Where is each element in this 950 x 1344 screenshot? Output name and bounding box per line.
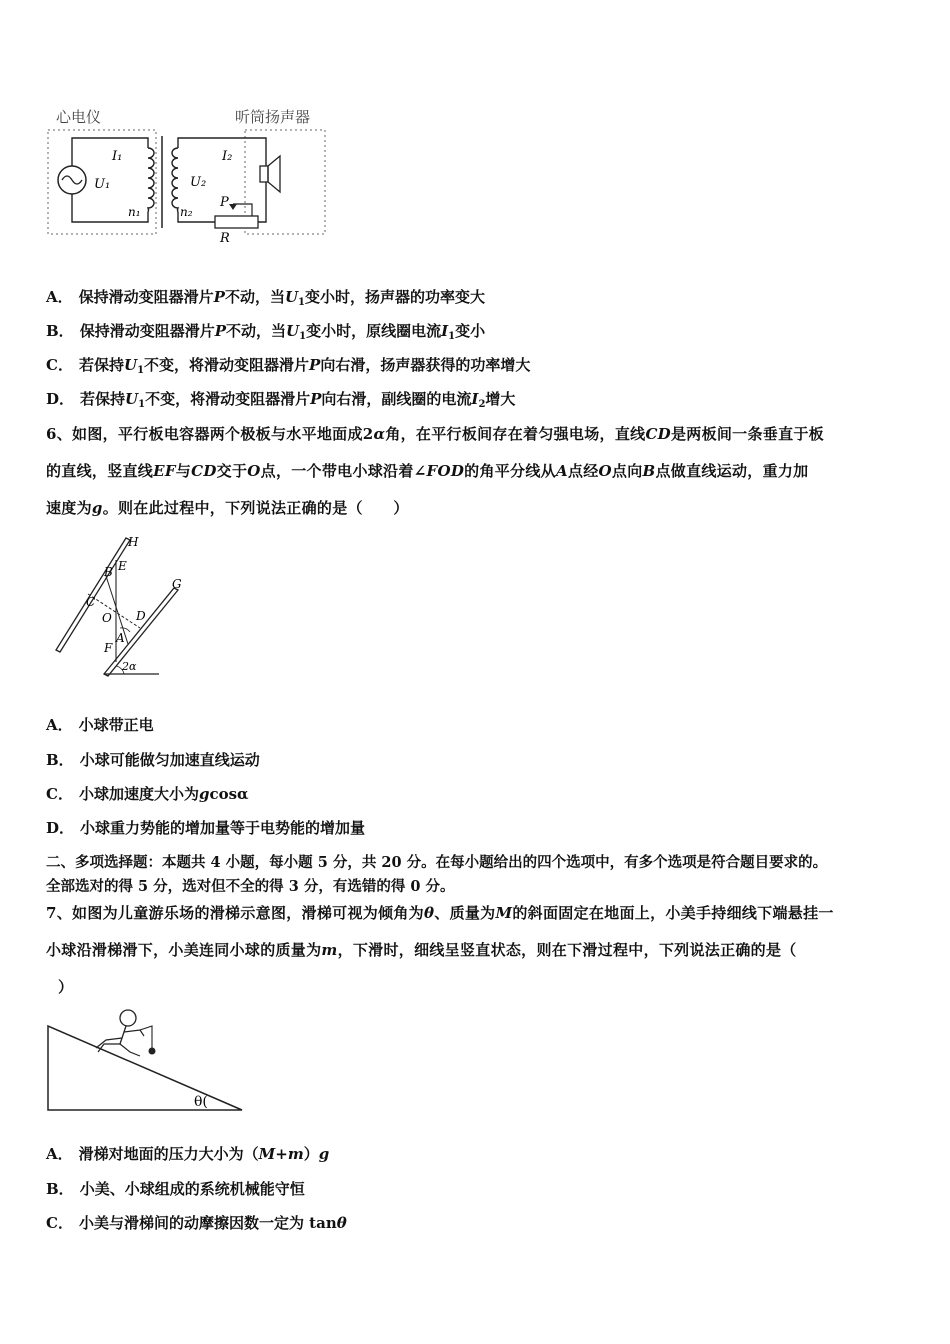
text: cosα [209, 785, 249, 803]
fig1-P: P [220, 195, 229, 210]
option-label: A． [46, 716, 73, 734]
text: 向右滑，扬声器获得的功率增大 [320, 356, 531, 374]
fig2-B: B [104, 565, 113, 579]
text: 保持滑动变阻器滑片 [79, 322, 215, 340]
text: 角，在平行板间存在着匀强电场，直线 [385, 425, 646, 443]
text: 点，一个带电小球沿着∠ [260, 462, 427, 480]
q6-option-c [46, 783, 249, 804]
text: 滑梯对地面的压力大小为（ [78, 1145, 259, 1163]
fig1-U1: U₁ [94, 177, 111, 192]
var: U [125, 390, 139, 408]
fig2-H: H [128, 535, 139, 549]
text: 点做直线运动，重力加 [655, 462, 809, 480]
text: 若保持 [78, 356, 124, 374]
text: 变小时，扬声器的功率变大 [305, 288, 486, 306]
section2-line1: 二、多项选择题：本题共 4 小题，每小题 5 分，共 20 分。在每小题给出的四个选项中，有多个选项是符合题目要求的。 [46, 854, 828, 871]
var: P [310, 390, 322, 408]
text: 交于 [216, 462, 248, 480]
text: 小美、小球组成的系统机械能守恒 [79, 1180, 305, 1198]
fig2-C: C [86, 595, 96, 609]
text: 向右滑，副线圈的电流 [321, 390, 472, 408]
var: m [287, 1145, 304, 1163]
q5-option-a [46, 286, 485, 308]
text: 与 [175, 462, 192, 480]
text: 小球可能做匀加速直线运动 [79, 751, 260, 769]
option-label: D． [46, 819, 75, 837]
q5-option-b [46, 320, 485, 342]
transformer-circuit-figure [40, 100, 330, 250]
subscript: 1 [138, 399, 146, 410]
var: CD [645, 425, 671, 443]
text: 变小 [455, 322, 486, 340]
text: 的斜面固定在地面上，小美手持细线下端悬挂一 [512, 904, 834, 922]
q7-option-c [46, 1212, 347, 1233]
option-label: A． [46, 288, 73, 306]
fig2-G: G [172, 577, 182, 591]
var: O [247, 462, 261, 480]
text: ） [303, 1145, 319, 1163]
var: g [91, 499, 103, 517]
var: α [373, 425, 386, 443]
fig1-I2: I₂ [222, 149, 233, 164]
option-label: A． [46, 1145, 73, 1163]
q5-option-d [46, 388, 515, 410]
q7-stem-line2 [46, 939, 797, 960]
fig2-E: E [118, 559, 127, 573]
text: 小球加速度大小为 [78, 785, 199, 803]
text: 。则在此过程中，下列说法正确的是（ ） [102, 499, 409, 517]
q6-option-a [46, 714, 154, 735]
var: A [555, 462, 568, 480]
q7-stem-line1 [46, 902, 834, 923]
fig2-angle: 2α [122, 660, 137, 673]
var: M [495, 904, 513, 922]
text: 保持滑动变阻器滑片 [78, 288, 214, 306]
var: U [286, 322, 300, 340]
subscript: 1 [448, 331, 456, 342]
var: U [284, 288, 299, 306]
var: O [598, 462, 612, 480]
text: 增大 [485, 390, 516, 408]
var: FOD [426, 462, 465, 480]
text: 、质量为 [434, 904, 496, 922]
text: 是两板间一条垂直于板 [670, 425, 824, 443]
var: B [642, 462, 656, 480]
text: 变小时，原线圈电流 [306, 322, 442, 340]
fig1-label-speaker: 听筒扬声器 [235, 108, 311, 126]
fig1-n1: n₁ [128, 205, 141, 219]
option-label: C． [46, 1214, 73, 1232]
option-label: C． [46, 356, 73, 374]
fig2-F: F [104, 641, 113, 655]
text: 小美与滑梯间的动摩擦因数一定为 tan [78, 1214, 337, 1232]
subscript: 2 [478, 399, 486, 410]
text: 小球重力势能的增加量等于电势能的增加量 [80, 819, 366, 837]
text: 的角平分线从 [464, 462, 556, 480]
q6-option-b [46, 749, 260, 770]
text: 小球带正电 [78, 716, 154, 734]
text: 7、如图为儿童游乐场的滑梯示意图，滑梯可视为倾角为 [46, 904, 424, 922]
var: θ [336, 1214, 347, 1232]
var: g [318, 1145, 330, 1163]
option-label: B． [46, 751, 74, 769]
text: + [275, 1145, 288, 1163]
option-label: B． [46, 1180, 74, 1198]
capacitor-figure [44, 532, 194, 680]
var: I [441, 322, 449, 340]
fig2-A: A [116, 631, 125, 645]
option-label: B． [46, 322, 74, 340]
var: I [471, 390, 479, 408]
q5-option-c [46, 354, 530, 376]
text: 不变，将滑动变阻器滑片 [145, 390, 311, 408]
fig1-label-ecg: 心电仪 [56, 108, 102, 126]
option-label: C． [46, 785, 73, 803]
q7-option-b [46, 1178, 305, 1199]
text: ，下滑时，细线呈竖直状态，则在下滑过程中，下列说法正确的是（ [337, 941, 797, 959]
q6-option-d [46, 817, 365, 838]
subscript: 1 [299, 331, 307, 342]
q6-stem-line3 [46, 497, 409, 518]
var: EF [153, 462, 176, 480]
text: 速度为 [46, 499, 92, 517]
var: P [309, 356, 321, 374]
var: m [321, 941, 338, 959]
text: 点经 [567, 462, 599, 480]
fig2-D: D [136, 609, 146, 623]
var: U [123, 356, 138, 374]
subscript: 1 [137, 365, 145, 376]
fig1-n2: n₂ [180, 205, 193, 219]
text: 6、如图，平行板电容器两个极板与水平地面成2 [46, 425, 374, 443]
slide-figure [44, 1008, 248, 1114]
text: 不变，将滑动变阻器滑片 [144, 356, 310, 374]
text: 点向 [611, 462, 643, 480]
var: CD [191, 462, 217, 480]
text: 小球沿滑梯滑下，小美连同小球的质量为 [46, 941, 322, 959]
var: θ [423, 904, 435, 922]
var: M [258, 1145, 276, 1163]
text: 若保持 [80, 390, 126, 408]
q6-stem-line2 [46, 460, 809, 481]
text: 的直线，竖直线 [46, 462, 154, 480]
text: 不动，当 [225, 322, 286, 340]
q7-stem-line3: ） [58, 978, 74, 996]
section2-line2: 全部选对的得 5 分，选对但不全的得 3 分，有选错的得 0 分。 [46, 878, 455, 895]
fig2-O: O [102, 611, 112, 625]
var: g [198, 785, 210, 803]
text: 不动，当 [224, 288, 285, 306]
fig1-I1: I₁ [112, 149, 123, 164]
fig1-R: R [220, 231, 230, 246]
q7-option-a [46, 1143, 329, 1164]
fig1-U2: U₂ [190, 175, 207, 190]
fig3-angle: θ( [194, 1094, 208, 1110]
var: P [213, 288, 225, 306]
q6-stem-line1 [46, 423, 824, 444]
subscript: 1 [298, 297, 306, 308]
var: P [214, 322, 226, 340]
option-label: D． [46, 390, 75, 408]
